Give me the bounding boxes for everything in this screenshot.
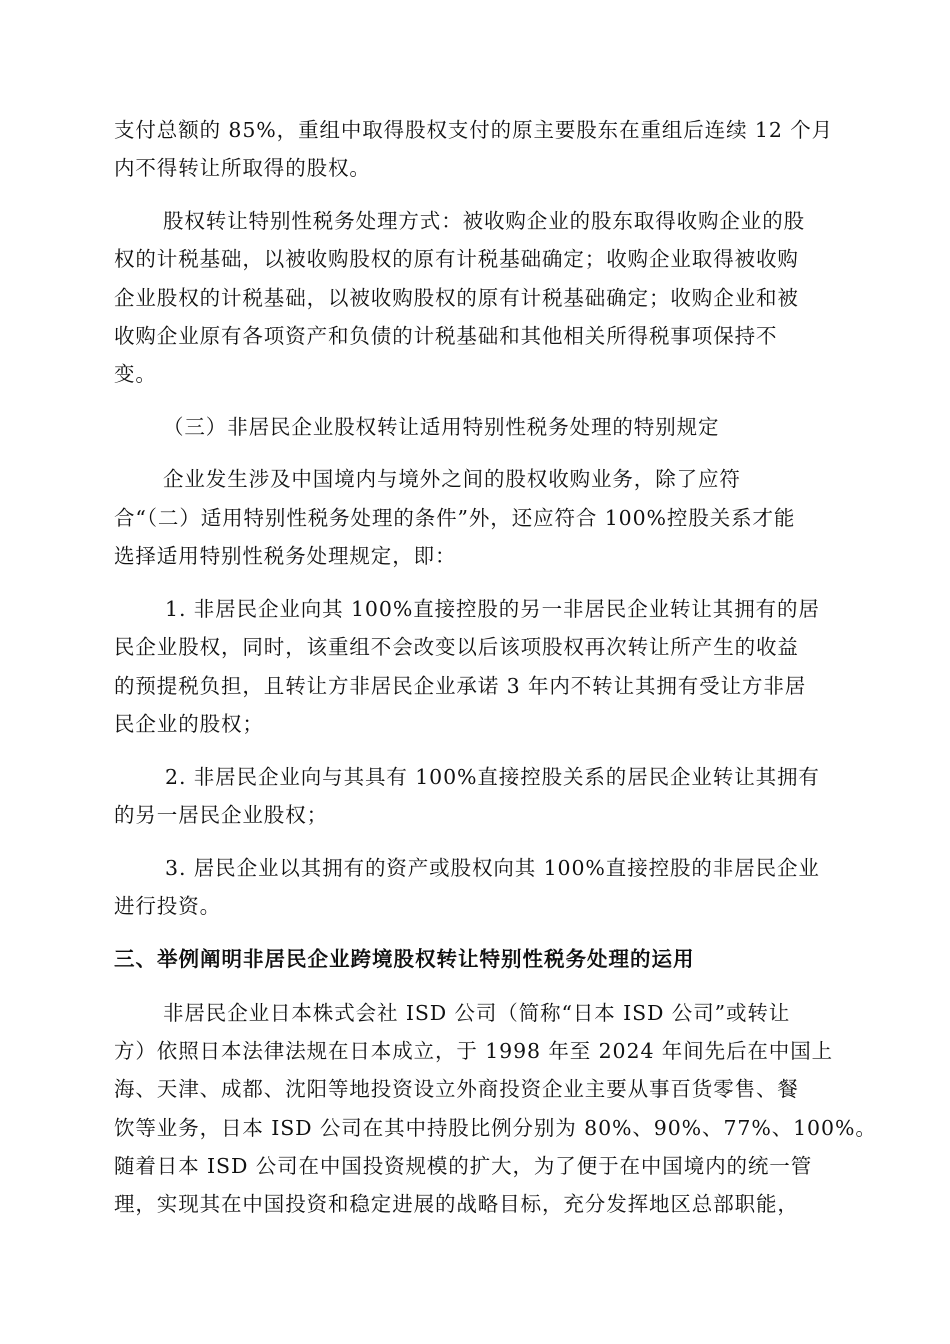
list-item-line: 民企业股权，同时，该重组不会改变以后该项股权再次转让所产生的收益	[114, 635, 799, 659]
list-item-line: 民企业的股权；	[114, 712, 264, 736]
paragraph-line: 非居民企业日本株式会社 ISD 公司（简称“日本 ISD 公司”或转让	[163, 1001, 791, 1025]
paragraph-line: 方）依照日本法律法规在日本成立，于 1998 年至 2024 年间先后在中国上	[114, 1039, 834, 1063]
paragraph-line: 支付总额的 85%，重组中取得股权支付的原主要股东在重组后连续 12 个月	[114, 118, 833, 142]
paragraph-line: 饮等业务，日本 ISD 公司在其中持股比例分别为 80%、90%、77%、100%。	[114, 1116, 877, 1140]
paragraph-line: 变。	[114, 362, 157, 386]
list-item-line: 的预提税负担，且转让方非居民企业承诺 3 年内不转让其拥有受让方非居	[114, 674, 807, 698]
paragraph-line: 理，实现其在中国投资和稳定进展的战略目标，充分发挥地区总部职能，	[114, 1192, 799, 1216]
list-item-line: 的另一居民企业股权；	[114, 803, 328, 827]
paragraph-line: 随着日本 ISD 公司在中国投资规模的扩大，为了便于在中国境内的统一管	[114, 1154, 813, 1178]
paragraph-line: 选择适用特别性税务处理规定，即：	[114, 544, 457, 568]
list-item-line: 进行投资。	[114, 894, 221, 918]
paragraph-line: 企业发生涉及中国境内与境外之间的股权收购业务，除了应符	[163, 467, 741, 491]
list-item-line: 3. 居民企业以其拥有的资产或股权向其 100%直接控股的非居民企业	[165, 856, 820, 880]
paragraph-line: 海、天津、成都、沈阳等地投资设立外商投资企业主要从事百货零售、餐	[114, 1077, 799, 1101]
paragraph-line: 企业股权的计税基础，以被收购股权的原有计税基础确定；收购企业和被	[114, 286, 799, 310]
section-heading: 三、举例阐明非居民企业跨境股权转让特别性税务处理的运用	[114, 947, 695, 971]
paragraph-line: 权的计税基础，以被收购股权的原有计税基础确定；收购企业取得被收购	[114, 247, 799, 271]
list-item-line: 1. 非居民企业向其 100%直接控股的另一非居民企业转让其拥有的居	[165, 597, 820, 621]
paragraph-line: 内不得转让所取得的股权。	[114, 156, 371, 180]
paragraph-line: 合“（二）适用特别性税务处理的条件”外，还应符合 100%控股关系才能	[114, 506, 796, 530]
paragraph-line: 收购企业原有各项资产和负债的计税基础和其他相关所得税事项保持不	[114, 324, 778, 348]
paragraph-line: 股权转让特别性税务处理方式：被收购企业的股东取得收购企业的股	[163, 209, 805, 233]
list-item-line: 2. 非居民企业向与其具有 100%直接控股关系的居民企业转让其拥有	[165, 765, 820, 789]
subsection-heading: （三）非居民企业股权转让适用特别性税务处理的特别规定	[163, 415, 720, 439]
